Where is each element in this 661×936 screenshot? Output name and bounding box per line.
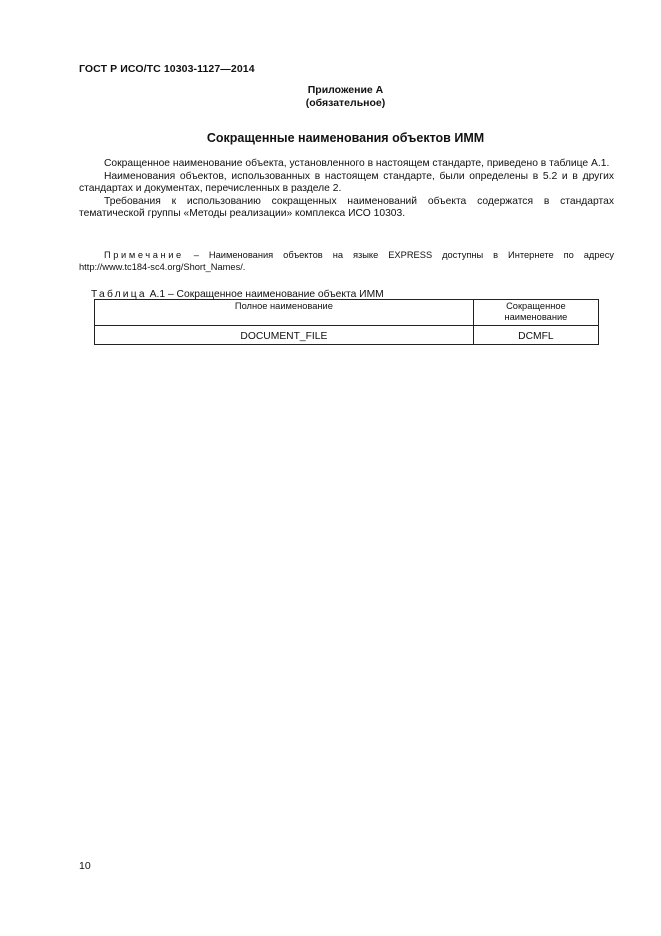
note-text-line-1: – Наименования объектов на языке EXPRESS доступны в Интернете по адресу — [183, 250, 614, 260]
note — [79, 250, 614, 273]
section-title — [0, 131, 661, 145]
table-row — [95, 326, 599, 345]
cell-full-name: DOCUMENT_FILE — [95, 326, 474, 345]
short-names-table — [94, 299, 599, 345]
note-line-1 — [79, 250, 614, 262]
header-short-name-line-1: Сокращенное — [506, 301, 566, 311]
header-short-name — [473, 300, 598, 326]
appendix-status: (обязательное) — [305, 96, 386, 109]
table-caption-text: А.1 – Сокращенное наименование объекта ИММ — [146, 289, 384, 300]
paragraph-3: Требования к использованию сокращенных наименований объекта содержатся в стандартах тематической группы «Методы реализации» комплекса ИСО 10303. — [79, 195, 614, 220]
document-code-header: ГОСТ Р ИСО/ТС 10303-1127—2014 — [79, 63, 255, 75]
cell-short-name: DCMFL — [473, 326, 598, 345]
paragraph-1: Сокращенное наименование объекта, установленного в настоящем стандарте, приведено в таблице А.1. — [104, 158, 610, 169]
header-full-name: Полное наименование — [95, 300, 474, 326]
note-url: http://www.tc184-sc4.org/Short_Names/. — [79, 261, 246, 272]
header-short-name-line-2: наименование — [504, 312, 568, 322]
paragraph-2: Наименования объектов, использованных в настоящем стандарте, были определены в 5.2 и в других стандартах и документах, перечисленных в разделе 2. — [79, 170, 614, 195]
body-text — [79, 158, 614, 221]
note-label: Примечание — [104, 250, 184, 260]
section-title-text: Сокращенные наименования объектов ИММ — [206, 131, 485, 145]
appendix-title: Приложение А — [307, 84, 384, 96]
table-caption-label: Таблица — [91, 289, 147, 300]
appendix-heading — [0, 84, 661, 109]
page-number: 10 — [79, 860, 91, 872]
table-header-row — [95, 300, 599, 326]
